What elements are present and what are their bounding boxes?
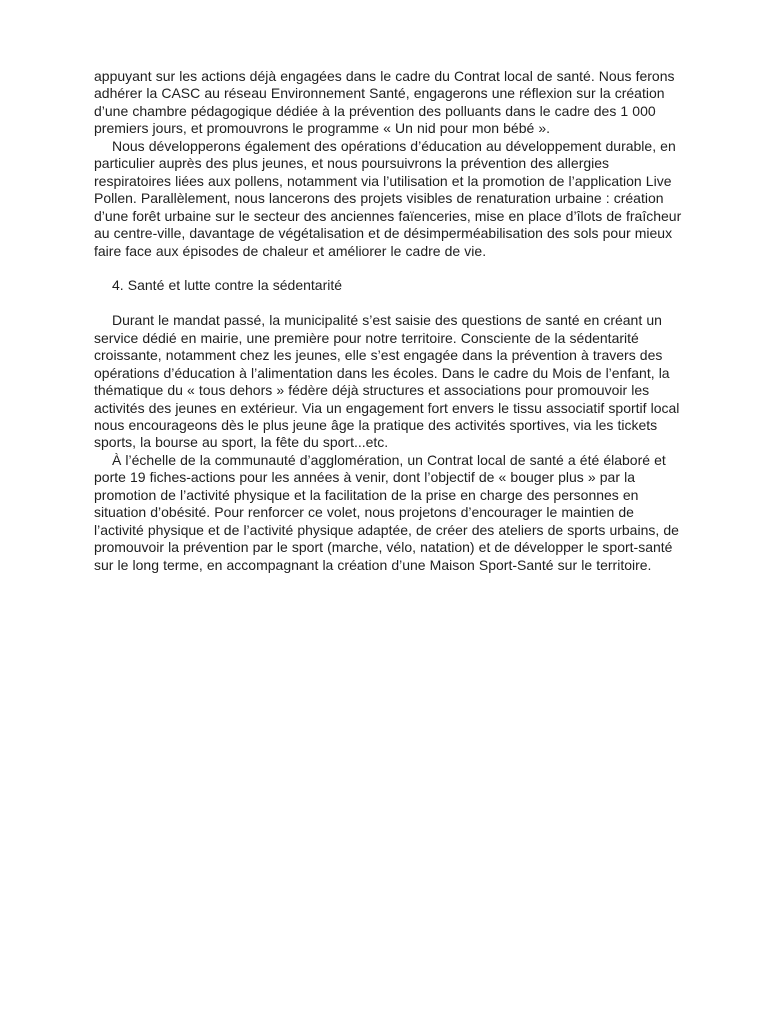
document-body <box>94 68 687 574</box>
paragraph-mandat-passe: Durant le mandat passé, la municipalité s’est saisie des questions de santé en créant un service dédié en mairie, une première pour notre territoire. Consciente de la sédentarité croissante, notamment chez les jeunes, elle s’est engagée dans la prévention à travers des opérations d’éducation à l’alimentation dans les écoles. Dans le cadre du Mois de l’enfant, la thématique du « tous dehors » fédère déjà structures et associations pour promouvoir les activités des jeunes en extérieur. Via un engagement fort envers le tissu associatif sportif local nous encourageons dès le plus jeune âge la pratique des activités sportives, via les tickets sports, la bourse au sport, la fête du sport...etc. <box>94 312 680 451</box>
section-heading-sante-sedentarite: 4. Santé et lutte contre la sédentarité <box>112 277 343 294</box>
paragraph-education-developpement-durable: Nous développerons également des opérations d’éducation au développement durable, en particulier auprès des plus jeunes, et nous poursuivrons la prévention des allergies respiratoires liées aux pollens, notamment via l’utilisation et la promotion de l’application Live Pollen. Parallèlement, nous lancerons des projets visibles de renaturation urbaine : création d’une forêt urbaine sur le secteur des anciennes faïenceries, mise en place d’îlots de fraîcheur au centre-ville, davantage de végétalisation et de désimperméabilisation des sols pour mieux faire face aux épisodes de chaleur et améliorer le cadre de vie. <box>94 137 682 259</box>
paragraph-communaute-agglomeration: À l’échelle de la communauté d’agglomération, un Contrat local de santé a été élaboré et porte 19 fiches-actions pour les années à venir, dont l’objectif de « bouger plus » par la promotion de l’activité physique et la facilitation de la prise en charge des personnes en situation d’obésité. Pour renforcer ce volet, nous projetons d’encourager le maintien de l’activité physique et de l’activité physique adaptée, de créer des ateliers de sports urbains, de promouvoir la prévention par le sport (marche, vélo, natation) et de développer le sport-santé sur le long terme, en accompagnant la création d’une Maison Sport-Santé sur le territoire. <box>94 451 679 573</box>
paragraph-contrat-local-sante: appuyant sur les actions déjà engagées dans le cadre du Contrat local de santé. Nous ferons adhérer la CASC au réseau Environnement Santé, engagerons une réflexion sur la création d’une chambre pédagogique dédiée à la prévention des polluants dans le cadre des 1 000 premiers jours, et promouvrons le programme « Un nid pour mon bébé ». <box>94 68 675 137</box>
